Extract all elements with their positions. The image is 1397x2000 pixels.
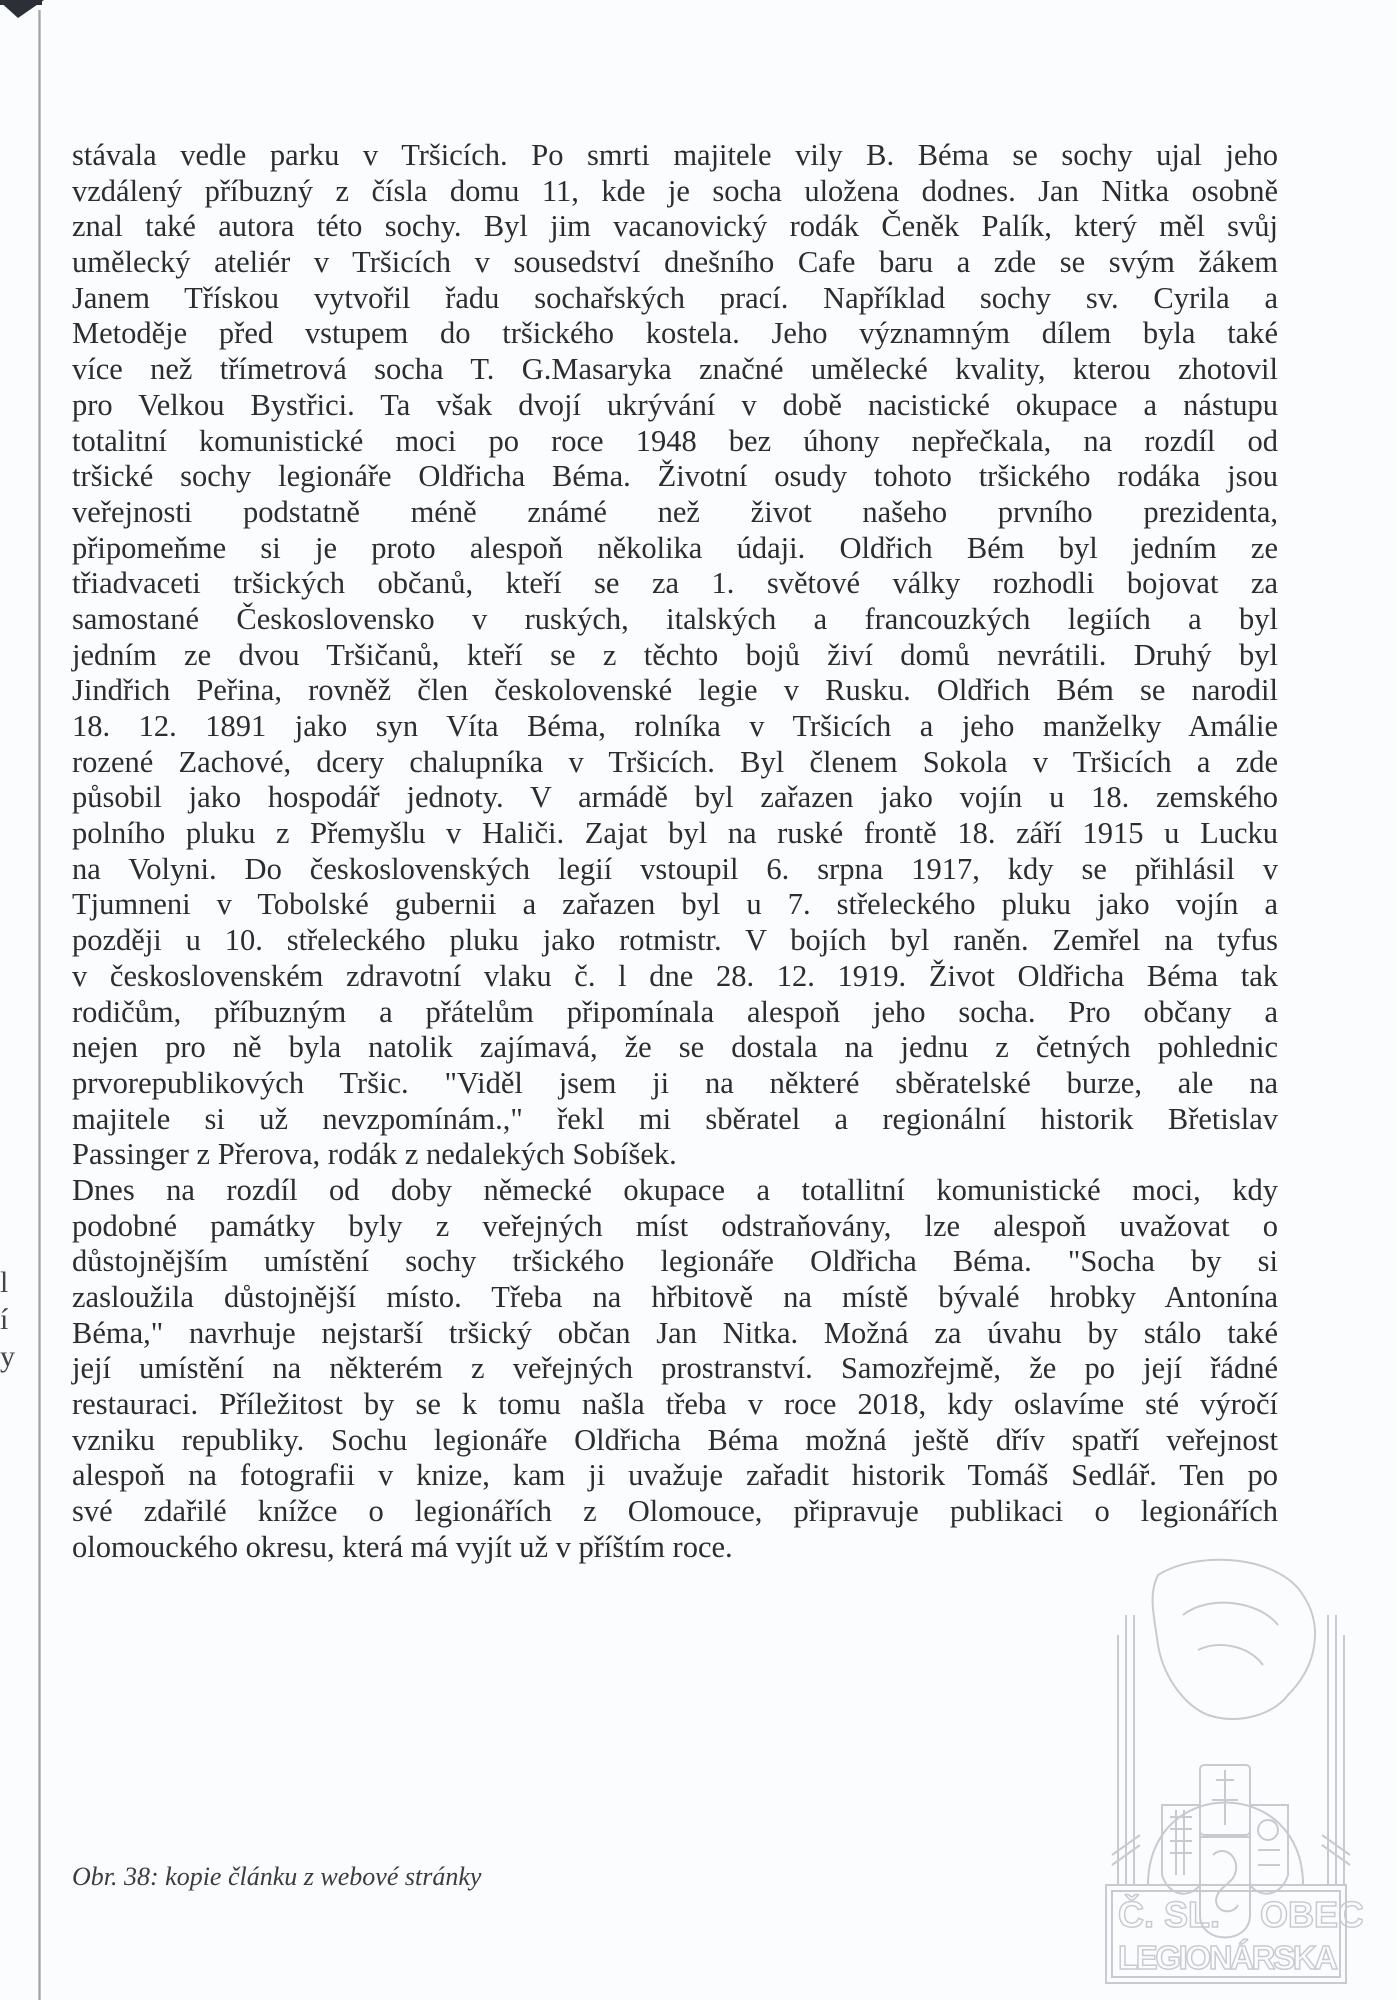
stamp-label-left: Č. SL. [1118, 1894, 1221, 1935]
text-line: samostané Československo v ruských, italských a francouzkých legiích a byl [72, 601, 1278, 636]
text-line: Dnes na rozdíl od doby německé okupace a totallitní komunistické moci, kdy [72, 1172, 1278, 1207]
margin-text-fragment: l [0, 1266, 9, 1299]
article-body [72, 138, 1278, 1566]
text-line: působil jako hospodář jednoty. V armádě byl zařazen jako vojín u 18. zemského [72, 780, 1278, 815]
text-line: vzniku republiky. Sochu legionáře Oldřicha Béma možná ještě dřív spatří veřejnost [72, 1422, 1278, 1457]
text-line: později u 10. střeleckého pluku jako rotmistr. V bojích byl raněn. Zemřel na tyfus [72, 923, 1278, 958]
text-line: prvorepublikových Tršic. "Viděl jsem ji na některé sběratelské burze, ale na [72, 1065, 1278, 1100]
text-line: Metoděje před vstupem do tršického kostela. Jeho významným dílem byla také [72, 316, 1278, 351]
text-line: umělecký ateliér v Tršicích v sousedství dnešního Cafe baru a zde se svým žákem [72, 245, 1278, 280]
text-line: více než třímetrová socha T. G.Masaryka značné umělecké kvality, kterou zhotovil [72, 352, 1278, 387]
text-line: znal také autora této sochy. Byl jim vacanovický rodák Čeněk Palík, který měl svůj [72, 209, 1278, 244]
text-line: 18. 12. 1891 jako syn Víta Béma, rolníka v Tršicích a jeho manželky Amálie [72, 709, 1278, 743]
stamp-label-right: OBEC [1260, 1894, 1363, 1935]
text-line: veřejnosti podstatně méně známé než život našeho prvního prezidenta, [72, 494, 1278, 529]
text-line: Béma," navrhuje nejstarší tršický občan Jan Nitka. Možná za úvahu by stálo také [72, 1315, 1278, 1350]
text-line: své zdařilé knížce o legionářích z Olomouce, připravuje publikaci o legionářích [72, 1494, 1278, 1529]
text-line: třiadvaceti tršických občanů, kteří se za 1. světové války rozhodli bojovat za [72, 566, 1278, 601]
text-line: totalitní komunistické moci po roce 1948 bez úhony nepřečkala, na rozdíl od [72, 423, 1278, 458]
margin-text-fragment: y [0, 1340, 15, 1373]
text-line: majitele si už nevzpomínám.," řekl mi sběratel a regionální historik Břetislav [72, 1101, 1278, 1136]
stamp-label-bottom: LEGIONÁRSKA [1118, 1939, 1338, 1976]
text-line: stávala vedle parku v Tršicích. Po smrti majitele vily B. Béma se sochy ujal jeho [72, 138, 1278, 172]
text-line: Passinger z Přerova, rodák z nedalekých Sobíšek. [72, 1137, 677, 1172]
text-line: na Volyni. Do československých legií vstoupil 6. srpna 1917, kdy se přihlásil v [72, 851, 1278, 886]
text-line: rodičům, příbuzným a přátelům připomínala alespoň jeho socha. Pro občany a [72, 994, 1278, 1029]
stamp-emblem-icon [1088, 1555, 1363, 1995]
figure-caption: Obr. 38: kopie článku z webové stránky [72, 1862, 482, 1891]
text-line: připomeňme si je proto alespoň několika údaji. Oldřich Bém byl jedním ze [72, 530, 1278, 565]
text-line: tršické sochy legionáře Oldřicha Béma. Životní osudy tohoto tršického rodáka jsou [72, 459, 1278, 494]
text-line: polního pluku z Přemyšlu v Haliči. Zajat byl na ruské frontě 18. září 1915 u Lucku [72, 816, 1278, 851]
text-line: vzdálený příbuzný z čísla domu 11, kde je socha uložena dodnes. Jan Nitka osobně [72, 173, 1278, 208]
text-line: Jindřich Peřina, rovněž člen českolovenské legie v Rusku. Oldřich Bém se narodil [72, 673, 1278, 708]
text-line: Janem Třískou vytvořil řadu sochařských prací. Například sochy sv. Cyrila a [72, 280, 1278, 315]
legion-stamp-watermark [1088, 1555, 1363, 1995]
text-line: olomouckého okresu, která má vyjít už v příštím roce. [72, 1529, 733, 1564]
text-line: důstojnějším umístění sochy tršického legionáře Oldřicha Béma. "Socha by si [72, 1244, 1278, 1279]
text-line: Tjumneni v Tobolské gubernii a zařazen byl u 7. střeleckého pluku jako vojín a [72, 887, 1278, 922]
text-line: v československém zdravotní vlaku č. l dne 28. 12. 1919. Život Oldřicha Béma tak [72, 958, 1278, 993]
text-line: zasloužila důstojnější místo. Třeba na hřbitově na místě bývalé hrobky Antonína [72, 1280, 1278, 1314]
text-line: jedním ze dvou Tršičanů, kteří se z těchto bojů živí domů nevrátili. Druhý byl [72, 637, 1278, 672]
text-line: její umístění na některém z veřejných prostranství. Samozřejmě, že po její řádné [72, 1351, 1278, 1386]
text-line: restauraci. Příležitost by se k tomu našla třeba v roce 2018, kdy oslavíme sté výročí [72, 1387, 1278, 1422]
binding-gutter-line [38, 10, 41, 2000]
text-line: pro Velkou Bystřici. Ta však dvojí ukrývání v době nacistické okupace a nástupu [72, 387, 1278, 422]
text-line: podobné památky byly z veřejných míst odstraňovány, lze alespoň uvažovat o [72, 1208, 1278, 1243]
text-line: rozené Zachové, dcery chalupníka v Tršicích. Byl členem Sokola v Tršicích a zde [72, 744, 1278, 779]
text-line: alespoň na fotografii v knize, kam ji uvažuje zařadit historik Tomáš Sedlář. Ten po [72, 1458, 1278, 1493]
text-line: nejen pro ně byla natolik zajímavá, že se dostala na jednu z četných pohlednic [72, 1030, 1278, 1065]
margin-text-fragment: í [0, 1303, 9, 1336]
